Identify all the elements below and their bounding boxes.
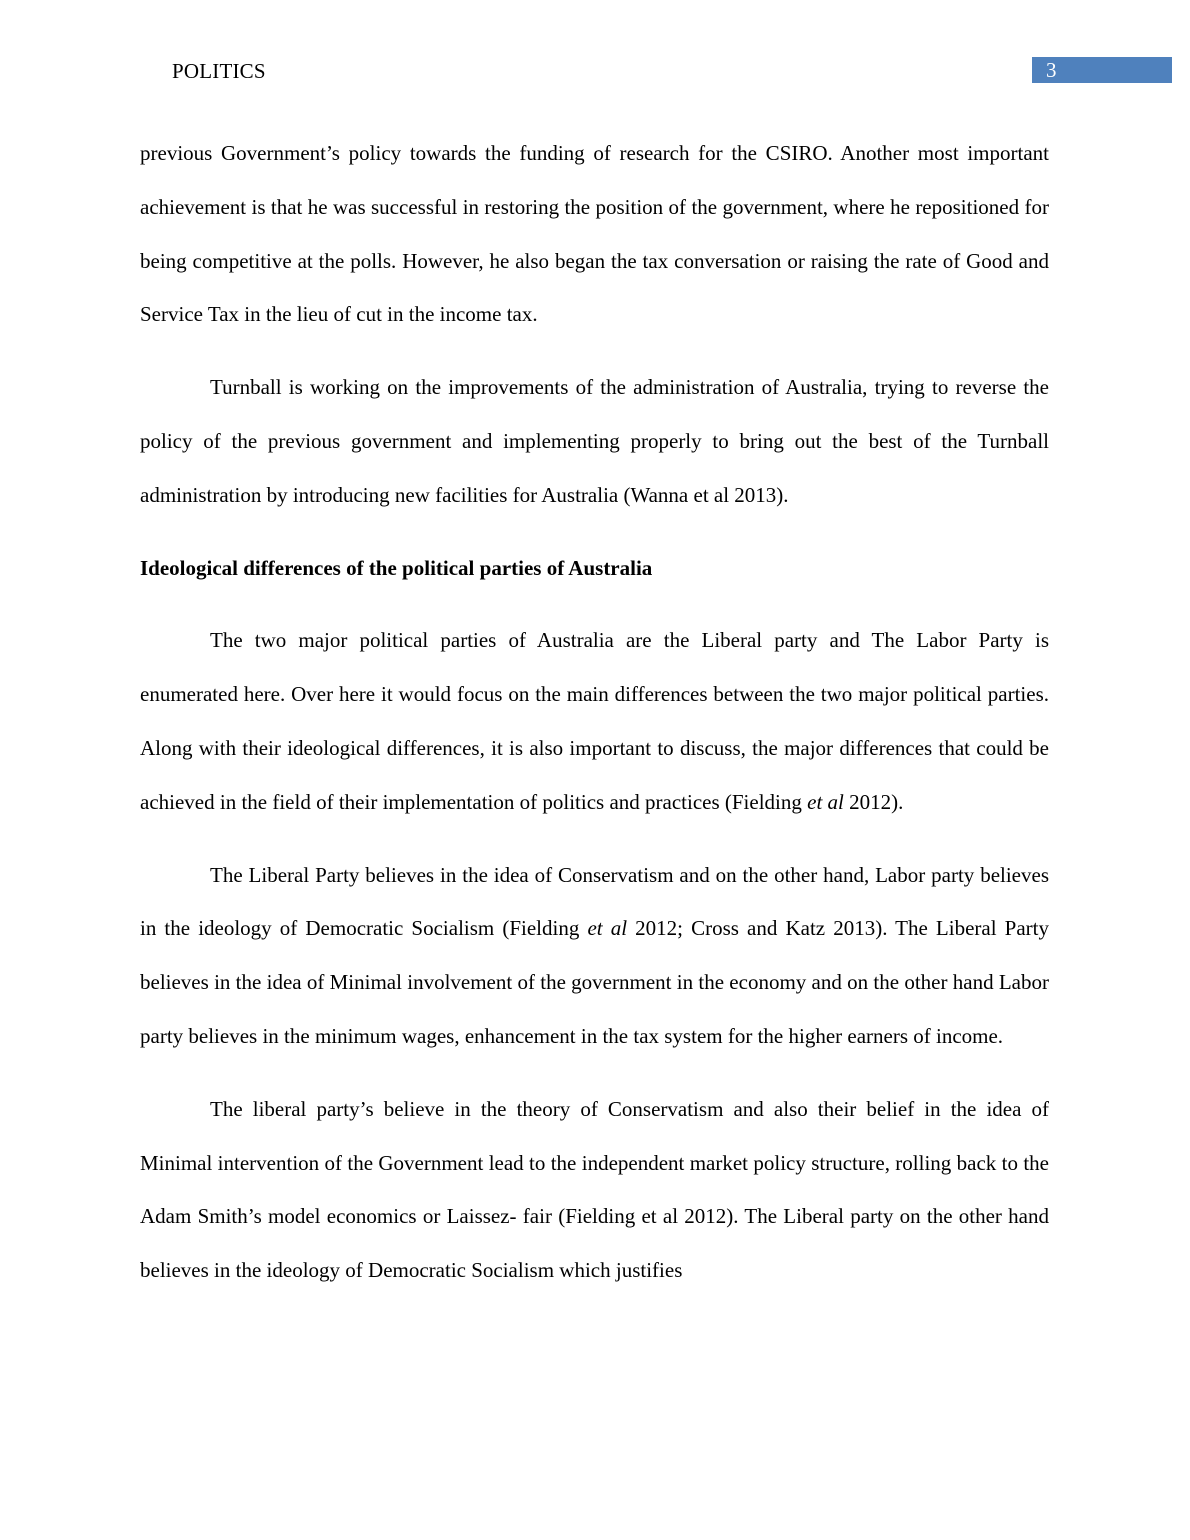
paragraph-5: The liberal party’s believe in the theory of Conservatism and also their belief in the idea of Minimal intervention of the Government lead to the independent market policy structure, rolling back to the Adam Smith’s model economics or Laissez- fair (Fielding et al 2012). The Liberal party on the other hand believes in the ideology of Democratic Socialism which justifies xyxy=(140,1096,1049,1283)
page-number: 3 xyxy=(1046,58,1057,82)
paragraph-4 xyxy=(140,849,1049,1064)
paragraph-3-text-a: The two major political parties of Australia are the Liberal party and The Labor Party is enumerated here. Over here it would focus on the main differences between the two major political parties. Along with their ideological differences, it is also important to discuss, the major differences that could be achieved in the field of their implementation of politics and practices (Fielding xyxy=(140,628,1049,814)
paragraph-3 xyxy=(140,614,1049,829)
running-header-title: POLITICS xyxy=(172,59,266,83)
paragraph-4-text-a: The Liberal Party believes in the idea of Conservatism and on the other hand, Labor party believes in the ideology of Democratic Socialism (Fielding xyxy=(140,862,1049,941)
section-heading: Ideological differences of the political parties of Australia xyxy=(140,555,653,580)
paragraph-3-citation-italic: et al xyxy=(807,789,844,814)
document-body xyxy=(140,127,1049,1298)
paragraph-1: previous Government’s policy towards the funding of research for the CSIRO. Another most important achievement is that he was successful in restoring the position of the government, where he repositioned for being competitive at the polls. However, he also began the tax conversation or raising the rate of Good and Service Tax in the lieu of cut in the income tax. xyxy=(140,141,1049,327)
paragraph-3-text-c: 2012). xyxy=(843,789,904,814)
paragraph-4-citation-italic: et al xyxy=(587,916,628,941)
paragraph-4-text-c: 2012; Cross and Katz 2013). The Liberal Party believes in the idea of Minimal involvement of the government in the economy and on the other hand Labor party believes in the minimum wages, enhancement in the tax system for the higher earners of income. xyxy=(140,916,1049,1048)
paragraph-2: Turnball is working on the improvements of the administration of Australia, trying to reverse the policy of the previous government and implementing properly to bring out the best of the Turnball administration by introducing new facilities for Australia (Wanna et al 2013). xyxy=(140,375,1049,507)
page-number-badge xyxy=(1032,57,1172,83)
